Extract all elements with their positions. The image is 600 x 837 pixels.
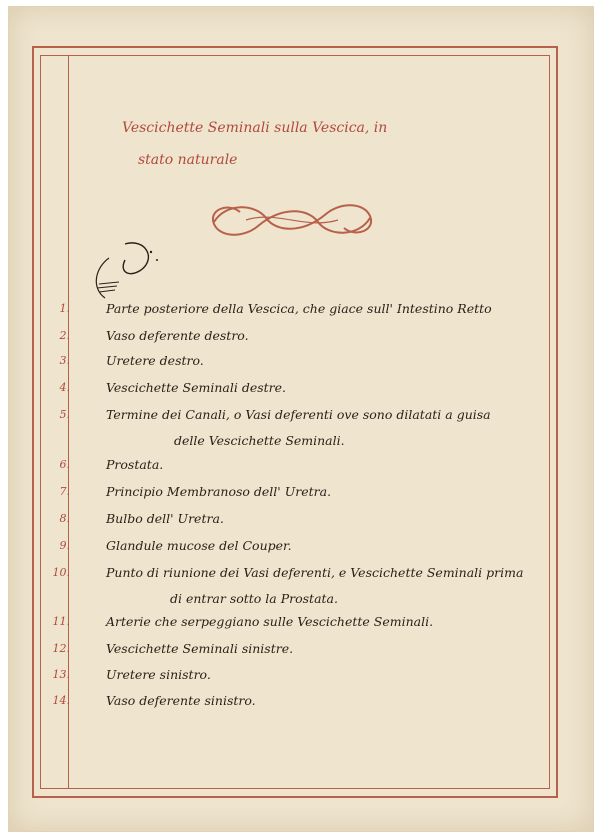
- legend-item-number: 7.: [59, 485, 70, 498]
- legend-item-text: Bulbo dell' Uretra.: [106, 511, 224, 526]
- legend-item-number: 12.: [52, 642, 70, 655]
- legend-item-number: 2.: [59, 329, 70, 342]
- legend-item-text: Prostata.: [106, 457, 164, 472]
- legend-item-text: Punto di riunione dei Vasi deferenti, e Vescichette Seminali prima: [106, 565, 524, 580]
- legend-item-text: Termine dei Canali, o Vasi deferenti ove sono dilatati a guisa: [106, 407, 491, 422]
- legend-item: [0, 296, 600, 322]
- legend-item: [0, 479, 600, 505]
- legend-item-text: Principio Membranoso dell' Uretra.: [106, 484, 332, 499]
- title-line-1: Vescichette Seminali sulla Vescica, in: [122, 120, 388, 136]
- legend-item-text: Arterie che serpeggiano sulle Vescichette Seminali.: [106, 614, 434, 629]
- legend-item-number: 6.: [59, 458, 70, 471]
- legend-item: [0, 560, 600, 586]
- legend-item-text: Uretere destro.: [106, 353, 204, 368]
- legend-item-number: 4.: [59, 381, 70, 394]
- legend-item-text: Vescichette Seminali sinistre.: [106, 641, 294, 656]
- legend-item-continuation: di entrar sotto la Prostata.: [170, 591, 338, 606]
- legend-item: [0, 662, 600, 688]
- legend-item: [0, 348, 600, 374]
- legend-item: [0, 533, 600, 559]
- legend-item: [0, 636, 600, 662]
- legend-item-number: 1.: [59, 302, 70, 315]
- title-line-2: stato naturale: [138, 152, 238, 168]
- legend-item-number: 14.: [52, 694, 70, 707]
- legend-item: [0, 506, 600, 532]
- legend-item-text: Glandule mucose del Couper.: [106, 538, 292, 553]
- legend-item-text: Vaso deferente destro.: [106, 328, 249, 343]
- legend-item-text: Vescichette Seminali destre.: [106, 380, 287, 395]
- legend-item-number: 10.: [52, 566, 70, 579]
- legend-item-text: Parte posteriore della Vescica, che giace sull' Intestino Retto: [106, 301, 492, 316]
- legend-item-number: 5.: [59, 408, 70, 421]
- legend-item-number: 11.: [52, 615, 70, 628]
- legend-item-number: 8.: [59, 512, 70, 525]
- legend-item: [0, 375, 600, 401]
- legend-item: [0, 609, 600, 635]
- legend-item-text: Uretere sinistro.: [106, 667, 211, 682]
- legend-item-number: 9.: [59, 539, 70, 552]
- legend-item-number: 13.: [52, 668, 70, 681]
- legend-item-number: 3.: [59, 354, 70, 367]
- legend-item-text: Vaso deferente sinistro.: [106, 693, 256, 708]
- legend-item: [0, 323, 600, 349]
- legend-item: [0, 402, 600, 428]
- legend-item-continuation: delle Vescichette Seminali.: [174, 433, 345, 448]
- legend-item: [0, 688, 600, 714]
- legend-item: [0, 452, 600, 478]
